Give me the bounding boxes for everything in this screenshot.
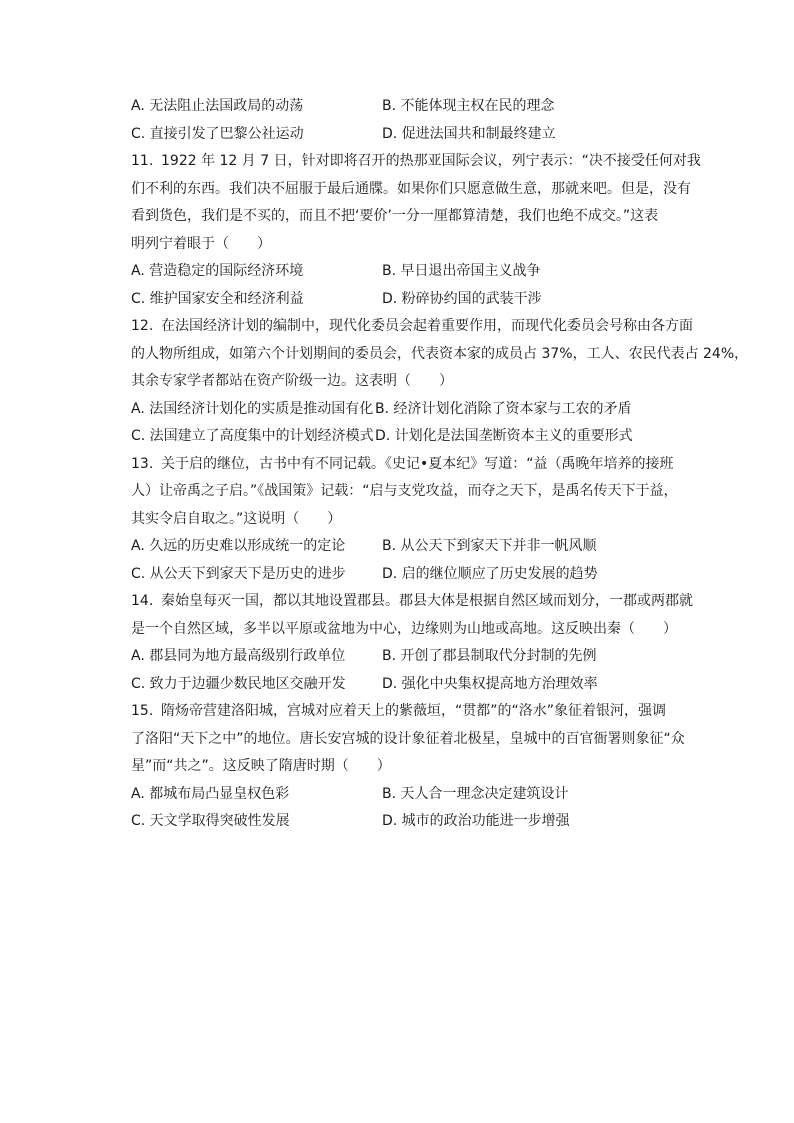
q12-line-2: 的人物所组成，如第六个计划期间的委员会，代表资本家的成员占 37%，工人、农民代表占 24%， bbox=[131, 345, 749, 362]
q15-option-a[interactable]: A. 都城布局凸显皇权色彩 bbox=[131, 785, 290, 802]
q15-option-d[interactable]: D. 城市的政治功能进一步增强 bbox=[382, 813, 570, 829]
q10-option-a[interactable]: A. 无法阻止法国政局的动荡 bbox=[131, 98, 304, 114]
q11-option-c[interactable]: C. 维护国家安全和经济利益 bbox=[131, 290, 304, 307]
q13-text-1: 关于启的继位，古书中有不同记载。《史记•夏本纪》写道：“益（禹晚年培养的接班 bbox=[161, 455, 674, 472]
q11-option-a[interactable]: A. 营造稳定的国际经济环境 bbox=[131, 263, 304, 279]
q11-number: 11. bbox=[131, 153, 154, 169]
q14-option-b[interactable]: B. 开创了郡县制取代分封制的先例 bbox=[382, 648, 597, 664]
q11-option-d[interactable]: D. 粉碎协约国的武装干涉 bbox=[382, 290, 542, 307]
q15-options-row-2 bbox=[131, 808, 691, 836]
q11-text-1: 1922 年 12 月 7 日，针对即将召开的热那亚国际会议，列宁表示：“决不接受任何对我 bbox=[161, 153, 701, 169]
question-12 bbox=[131, 313, 749, 451]
q14-line-2: 是一个自然区域，多半以平原或盆地为中心，边缘则为山地或高地。这反映出秦（ ） bbox=[131, 620, 677, 637]
q13-line-2: 人）让帝禹之子启。”《战国策》记载：“启与支党攻益，而夺之天下，是禹名传天下于益， bbox=[131, 483, 678, 499]
q15-line-2: 了洛阳“天下之中”的地位。唐长安宫城的设计象征着北极星，皇城中的百官衙署则象征“众 bbox=[131, 730, 685, 747]
q11-options-row-2 bbox=[131, 286, 691, 314]
q11-option-b[interactable]: B. 早日退出帝国主义战争 bbox=[382, 263, 541, 279]
q14-options-row-1 bbox=[131, 643, 691, 671]
q10-option-c[interactable]: C. 直接引发了巴黎公社运动 bbox=[131, 125, 304, 142]
q13-line-3: 其实令启自取之。”这说明（ ） bbox=[131, 510, 342, 527]
q12-line-3: 其余专家学者都站在资产阶级一边。这表明（ ） bbox=[131, 373, 453, 389]
q12-line-1 bbox=[131, 313, 691, 341]
q10-options-row-1 bbox=[131, 93, 691, 121]
q11-options-row-1 bbox=[131, 258, 691, 286]
q15-number: 15. bbox=[131, 703, 154, 719]
question-11 bbox=[131, 148, 701, 313]
question-13 bbox=[131, 451, 691, 589]
q13-options-row-2 bbox=[131, 561, 691, 589]
q11-line-4: 明列宁着眼于（ ） bbox=[131, 235, 271, 252]
q15-text-1: 隋炀帝营建洛阳城，宫城对应着天上的紫薇垣，“贯都”的“洛水”象征着银河，强调 bbox=[161, 703, 667, 719]
question-15 bbox=[131, 698, 691, 836]
q12-number: 12. bbox=[131, 318, 154, 334]
q14-line-1 bbox=[131, 588, 691, 616]
q11-line-1 bbox=[131, 148, 701, 176]
q14-options-row-2 bbox=[131, 671, 691, 699]
q12-options-row-2 bbox=[131, 423, 691, 451]
q14-text-1: 秦始皇每灭一国，都以其地设置郡县。郡县大体是根据自然区域而划分，一郡或两郡就 bbox=[161, 593, 693, 609]
q12-option-d[interactable]: D. 计划化是法国垄断资本主义的重要形式 bbox=[375, 428, 633, 444]
q11-line-2: 们不利的东西。我们决不屈服于最后通牒。如果你们只愿意做生意，那就来吧。但是，没有 bbox=[131, 180, 691, 197]
q15-option-b[interactable]: B. 天人合一理念决定建筑设计 bbox=[382, 785, 569, 802]
q15-option-c[interactable]: C. 天文学取得突破性发展 bbox=[131, 813, 290, 829]
q12-option-c[interactable]: C. 法国建立了高度集中的计划经济模式 bbox=[131, 428, 374, 444]
q14-option-c[interactable]: C. 致力于边疆少数民地区交融开发 bbox=[131, 675, 346, 692]
q14-option-d[interactable]: D. 强化中央集权提高地方治理效率 bbox=[382, 675, 598, 692]
q15-line-1 bbox=[131, 698, 691, 726]
q14-number: 14. bbox=[131, 593, 154, 609]
q13-option-b[interactable]: B. 从公天下到家天下并非一帆风顺 bbox=[382, 538, 597, 554]
q14-option-a[interactable]: A. 郡县同为地方最高级别行政单位 bbox=[131, 648, 346, 664]
q10-option-b[interactable]: B. 不能体现主权在民的理念 bbox=[382, 98, 555, 114]
q10-options-row-2 bbox=[131, 121, 691, 149]
q15-options-row-1 bbox=[131, 781, 691, 809]
q13-options-row-1 bbox=[131, 533, 691, 561]
q13-option-d[interactable]: D. 启的继位顺应了历史发展的趋势 bbox=[382, 565, 598, 582]
q13-option-c[interactable]: C. 从公天下到家天下是历史的进步 bbox=[131, 565, 346, 582]
q13-option-a[interactable]: A. 久远的历史难以形成统一的定论 bbox=[131, 538, 346, 554]
q13-line-1 bbox=[131, 451, 691, 479]
exam-content bbox=[131, 93, 749, 836]
q13-number: 13. bbox=[131, 455, 154, 472]
q11-line-3: 看到货色，我们是不买的，而且不把‘要价’一分一厘都算清楚，我们也绝不成交。”这表 bbox=[131, 208, 659, 224]
q12-options-row-1 bbox=[131, 396, 691, 424]
q10-option-d[interactable]: D. 促进法国共和制最终建立 bbox=[382, 125, 556, 142]
q15-line-3: 星”而“共之”。这反映了隋唐时期（ ） bbox=[131, 758, 391, 774]
question-14 bbox=[131, 588, 691, 698]
q12-text-1: 在法国经济计划的编制中，现代化委员会起着重要作用，而现代化委员会号称由各方面 bbox=[161, 318, 693, 334]
q12-option-a[interactable]: A. 法国经济计划化的实质是推动国有化 bbox=[131, 400, 374, 417]
q12-option-b[interactable]: B. 经济计划化消除了资本家与工农的矛盾 bbox=[375, 400, 632, 417]
